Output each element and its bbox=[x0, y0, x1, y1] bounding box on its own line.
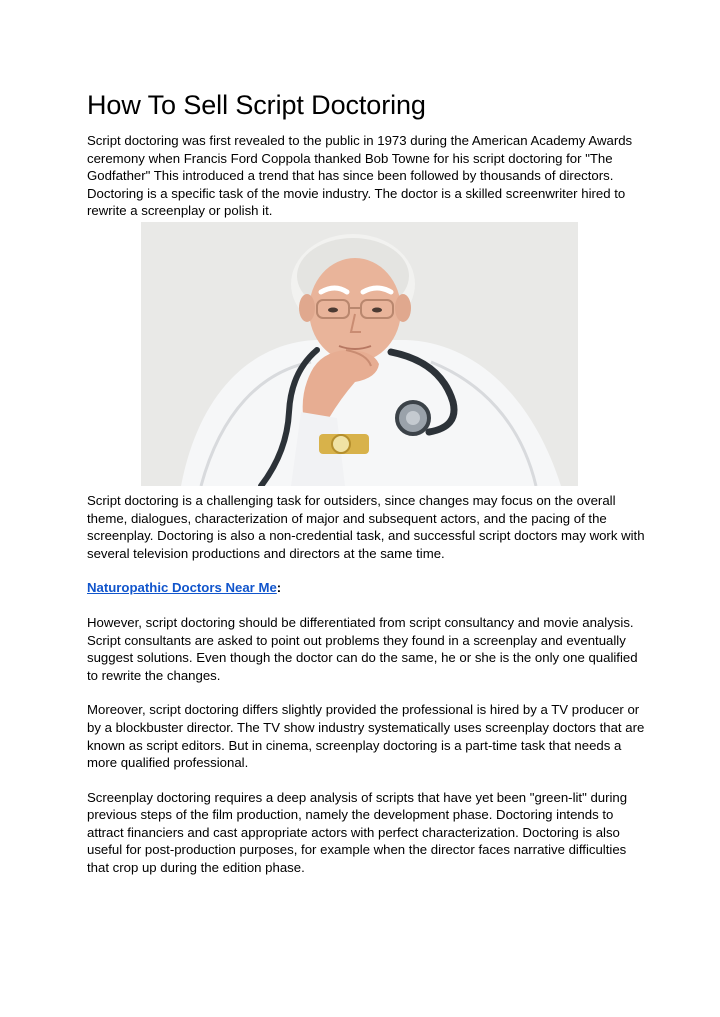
doctor-photo bbox=[141, 222, 578, 486]
document-page bbox=[87, 88, 647, 877]
link-suffix: : bbox=[276, 580, 282, 596]
document-title: How To Sell Script Doctoring bbox=[87, 90, 426, 120]
body-paragraph: However, script doctoring should be differentiated from script consultancy and movie analysis. Script consultants are asked to point out problems they found in a screenplay and eventually suggest solutions. Even though the doctor can do the same, he or she is the only one qualified to rewrite the changes. bbox=[87, 614, 638, 683]
body-paragraph: Script doctoring is a challenging task for outsiders, since changes may focus on the overall theme, dialogues, characterization of major and subsequent actors, and the pacing of the screenplay. Doctoring is also a non-credential task, and successful script doctors may work with several television productions and directors at the same time. bbox=[87, 492, 645, 561]
intro-paragraph: Script doctoring was first revealed to the public in 1973 during the American Academy Awards ceremony when Francis Ford Coppola thanked Bob Towne for his script doctoring for "The Godfather" This introduced a trend that has since been followed by thousands of directors. Doctoring is a specific task of the movie industry. The doctor is a skilled screenwriter hired to rewrite a screenplay or polish it. bbox=[87, 133, 633, 219]
body-paragraph: Moreover, script doctoring differs slightly provided the professional is hired by a TV producer or by a blockbuster director. The TV show industry systematically uses screenplay doctors that are known as script editors. But in cinema, screenplay doctoring is a part-time task that needs a more qualified professional. bbox=[87, 702, 645, 771]
naturopathic-doctors-link[interactable]: Naturopathic Doctors Near Me bbox=[87, 580, 277, 596]
link-line bbox=[87, 579, 647, 597]
body-paragraph: Screenplay doctoring requires a deep analysis of scripts that have yet been "green-lit" during previous steps of the film production, namely the development phase. Doctoring intends to attract financiers and cast appropriate actors with perfect characterization. Doctoring is also useful for post-production purposes, for example when the director faces narrative difficulties that crop up during the edition phase. bbox=[87, 789, 628, 876]
